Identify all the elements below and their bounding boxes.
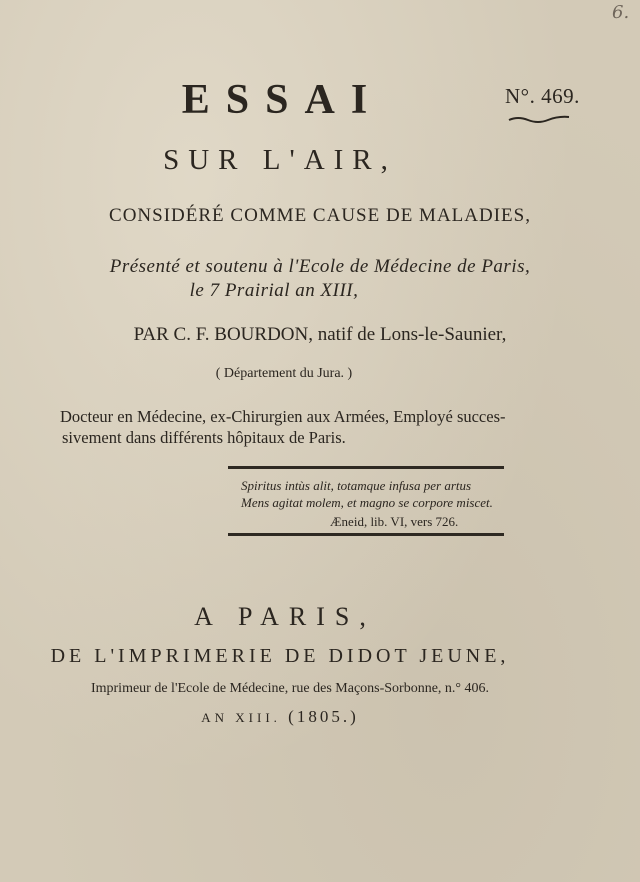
epigraph-source: Æneid, lib. VI, vers 726. (330, 514, 459, 529)
subtitle: SUR L'AIR, (163, 144, 397, 176)
date-label: AN XIII. (201, 710, 281, 725)
date-line (0, 707, 560, 727)
department-line: ( Département du Jura. ) (215, 366, 353, 381)
credentials (60, 406, 506, 448)
printer-line: DE L'IMPRIMERIE DE DIDOT JEUNE, (50, 645, 510, 667)
catalog-number: N°. 469. (505, 84, 580, 108)
presented-line-1: Présenté et soutenu à l'Ecole de Médecine de Paris, (109, 256, 531, 277)
considered-line: CONSIDÉRÉ COMME CAUSE DE MALADIES, (109, 205, 531, 226)
date-year: (1805.) (288, 707, 359, 726)
epigraph-line-2: Mens agitat molem, et magno se corpore miscet. (241, 495, 493, 510)
title: ESSAI (181, 77, 384, 123)
credentials-line-1: Docteur en Médecine, ex-Chirurgien aux Armées, Employé succes- (60, 407, 506, 426)
place-line: A PARIS, (194, 602, 376, 631)
epigraph (241, 477, 493, 511)
epigraph-rule-bottom (228, 533, 504, 536)
printer-address: Imprimeur de l'Ecole de Médecine, rue des Maçons-Sorbonne, n.° 406. (90, 681, 490, 696)
credentials-line-2: sivement dans différents hôpitaux de Paris. (62, 428, 346, 447)
epigraph-line-1: Spiritus intùs alit, totamque infusa per artus (241, 478, 472, 493)
epigraph-rule-top (228, 466, 504, 469)
corner-number: 6. (612, 2, 630, 23)
presented-line-2: le 7 Prairial an XIII, (189, 280, 359, 301)
author-line: PAR C. F. BOURDON, natif de Lons-le-Saunier, (133, 324, 507, 345)
